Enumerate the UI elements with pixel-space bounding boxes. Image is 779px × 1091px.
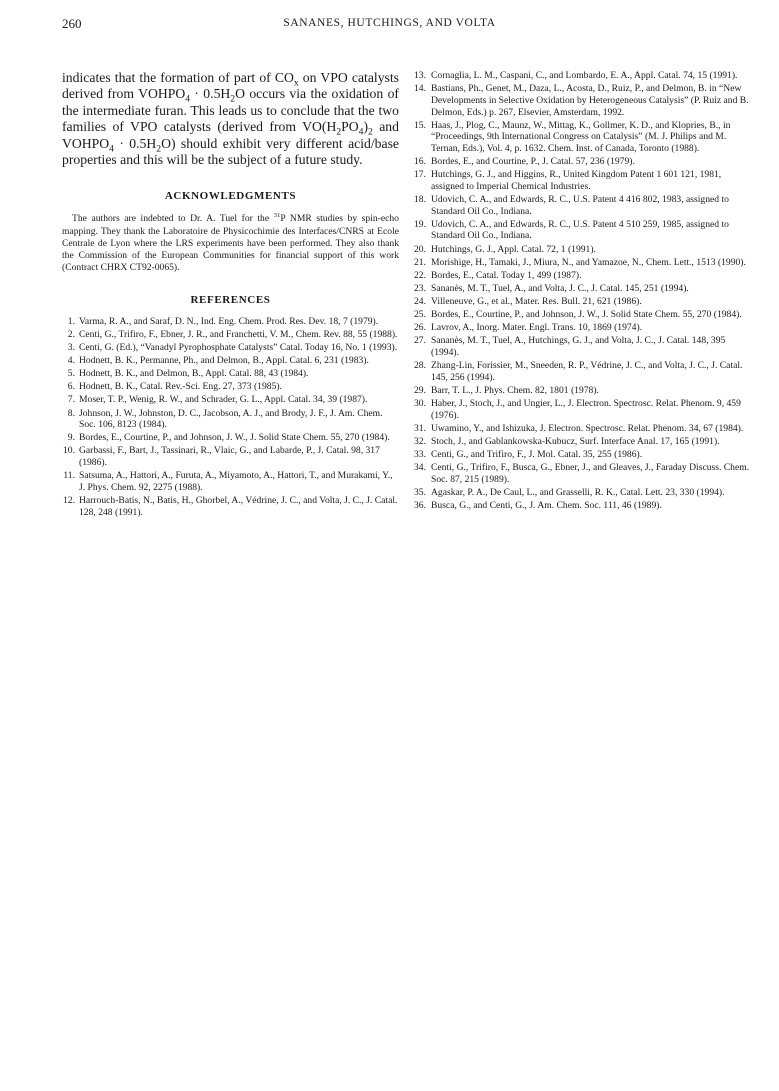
reference-item: 22. Bordes, E., Catal. Today 1, 499 (1987). bbox=[414, 269, 582, 281]
reference-item: 16. Bordes, E., and Courtine, P., J. Catal. 57, 236 (1979). bbox=[414, 156, 635, 168]
reference-item: 4. Hodnett, B. K., Permanne, Ph., and Delmon, B., Appl. Catal. 6, 231 (1983). bbox=[67, 355, 369, 367]
reference-item: 25. Bordes, E., Courtine, P., and Johnson, J. W., J. Solid State Chem. 55, 270 (1984). bbox=[414, 309, 742, 321]
reference-item: 23. Sananès, M. T., Tuel, A., and Volta, J. C., J. Catal. 145, 251 (1994). bbox=[414, 282, 689, 294]
reference-item: 3. Centi, G. (Ed.), “Vanadyl Pyrophosphate Catalysts” Catal. Today 16, No. 1 (1993). bbox=[67, 342, 398, 354]
reference-item: 2. Centi, G., Trifiro, F., Ebner, J. R., and Franchetti, V. M., Chem. Rev. 88, 55 (1988). bbox=[67, 329, 398, 340]
reference-item: 36. Busca, G., and Centi, G., J. Am. Chem. Soc. 111, 46 (1989). bbox=[414, 499, 662, 511]
reference-item: 30. Haber, J., Stoch, J., and Ungier, L., J. Electron. Spectrosc. Relat. Phenom. 9, 459 (1976). bbox=[414, 397, 741, 421]
reference-item: 8. Johnson, J. W., Johnston, D. C., Jacobson, A. J., and Brody, J. F., J. Am. Chem. Soc. 106, 8123 (1984). bbox=[67, 407, 383, 431]
reference-item: 33. Centi, G., and Trifiro, F., J. Mol. Catal. 35, 255 (1986). bbox=[414, 448, 643, 460]
page-number: 260 bbox=[62, 16, 82, 31]
reference-item: 12. Harrouch-Batis, N., Batis, H., Ghorbel, A., Védrine, J. C., and Volta, J. C., J. Catal. 128, 248 (1991). bbox=[63, 495, 398, 518]
reference-item: 35. Agaskar, P. A., De Caul, L., and Grasselli, R. K., Catal. Lett. 23, 330 (1994). bbox=[414, 486, 725, 498]
reference-item: 5. Hodnett, B. K., and Delmon, B., Appl. Catal. 88, 43 (1984). bbox=[67, 368, 309, 380]
reference-item: 29. Barr, T. L., J. Phys. Chem. 82, 1801 (1978). bbox=[414, 384, 599, 396]
reference-item: 34. Centi, G., Trifiro, F., Busca, G., Ebner, J., and Gleaves, J., Faraday Discuss. Chem. Soc. 87, 215 (1989). bbox=[414, 462, 750, 485]
reference-item: 21. Morishige, H., Tamaki, J., Miura, N., and Yamazoe, N., Chem. Lett., 1513 (1990). bbox=[414, 256, 746, 268]
reference-item: 17. Hutchings, G. J., and Higgins, R., United Kingdom Patent 1 601 121, 1981, assigned to Imperial Chemical Industries. bbox=[414, 169, 722, 192]
reference-item: 20. Hutchings, G. J., Appl. Catal. 72, 1 (1991). bbox=[414, 243, 596, 255]
running-head: SANANES, HUTCHINGS, AND VOLTA bbox=[283, 17, 496, 29]
reference-item: 15. Haas, J., Plog, C., Maunz, W., Mittag, K., Gollmer, K. D., and Klopries, B., in “Proceedings, 9th International Congress on Catalysis” (M. J. Philips and M. Ternan, Eds.), Vol. 4, p. 1632. Chem. Inst. of Canada, Toronto (1988). bbox=[414, 119, 731, 154]
left-column bbox=[62, 70, 399, 520]
reference-item: 10. Garbassi, F., Bart, J., Tassinari, R., Vlaic, G., and Labarde, P., J. Catal. 98, 317 (1986). bbox=[63, 445, 380, 469]
reference-item: 31. Uwamino, Y., and Ishizuka, J. Electron. Spectrosc. Relat. Phenom. 34, 67 (1984). bbox=[414, 422, 744, 434]
reference-item: 1. Varma, R. A., and Saraf, D. N., Ind. Eng. Chem. Prod. Res. Dev. 18, 7 (1979). bbox=[67, 315, 379, 327]
references-list-left bbox=[62, 316, 399, 519]
reference-item: 27. Sananès, M. T., Tuel, A., Hutchings, G. J., and Volta, J. C., J. Catal. 148, 395 (1994). bbox=[414, 335, 726, 358]
reference-item: 28. Zhang-Lin, Forissier, M., Sneeden, R. P., Védrine, J. C., and Volta, J. C., J. Catal. 145, 256 (1994). bbox=[414, 360, 743, 383]
reference-item: 24. Villeneuve, G., et al., Mater. Res. Bull. 21, 621 (1986). bbox=[414, 295, 642, 307]
reference-item: 11. Satsuma, A., Hattori, A., Furuta, A., Miyamoto, A., Hattori, T., and Murakami, Y., J. Phys. Chem. 92, 2275 (1988). bbox=[63, 470, 393, 493]
acknowledgments-text: The authors are indebted to Dr. A. Tuel for the $^{31}$P NMR studies by spin-echo mapping. They thank the Laboratoire de Physicochimie des Interfaces/CNRS at Ecole Centrale de Lyon where the LRS experiments have been performed. They also thank the Commission of the European Communities for financial support of this work (Contract CHRX CT92-0065). bbox=[62, 212, 399, 273]
right-column bbox=[412, 70, 752, 513]
references-heading: REFERENCES bbox=[190, 293, 271, 306]
body-paragraph: indicates that the formation of part of $CO_x$ on VPO catalysts derived from $VOHPO_4 \cdot 0.5H_2O$ occurs via the oxidation of the intermediate furan. This leads us to conclude that the two families of VPO catalysts (derived from $VO(H_2PO_4)_2$ and $VOHPO_4 \cdot 0.5H_2O$) should exhibit very different acid/base properties and this will be the subject of a future study. bbox=[62, 70, 400, 168]
reference-item: 18. Udovich, C. A., and Edwards, R. C., U.S. Patent 4 416 802, 1983, assigned to Standard Oil Co., Indiana. bbox=[414, 193, 729, 217]
acknowledgments-heading: ACKNOWLEDGMENTS bbox=[164, 190, 297, 203]
reference-item: 6. Hodnett, B. K., Catal. Rev.-Sci. Eng. 27, 373 (1985). bbox=[67, 381, 282, 393]
reference-item: 19. Udovich, C. A., and Edwards, R. C., U.S. Patent 4 510 259, 1985, assigned to Standard Oil Co., Indiana. bbox=[414, 218, 729, 242]
reference-item: 9. Bordes, E., Courtine, P., and Johnson, J. W., J. Solid State Chem. 55, 270 (1984). bbox=[67, 432, 390, 444]
reference-item: 13. Cornaglia, L. M., Caspani, C., and Lombardo, E. A., Appl. Catal. 74, 15 (1991). bbox=[414, 70, 738, 81]
reference-item: 7. Moser, T. P., Wenig, R. W., and Schrader, G. L., Appl. Catal. 34, 39 (1987). bbox=[67, 394, 368, 406]
references-list-right bbox=[412, 70, 752, 512]
reference-item: 32. Stoch, J., and Gablankowska-Kubucz, Surf. Interface Anal. 17, 165 (1991). bbox=[414, 435, 720, 447]
reference-item: 14. Bastians, Ph., Genet, M., Daza, L., Acosta, D., Ruiz, P., and Delmon, B. in “New Developments in Selective Oxidation by Heterogeneous Catalysis” (P. Ruiz and B. Delmon, Eds.) p. 267, Elsevier, Amsterdam, 1992. bbox=[414, 83, 749, 118]
reference-item: 26. Lavrov, A., Inorg. Mater. Engl. Trans. 10, 1869 (1974). bbox=[414, 322, 643, 334]
